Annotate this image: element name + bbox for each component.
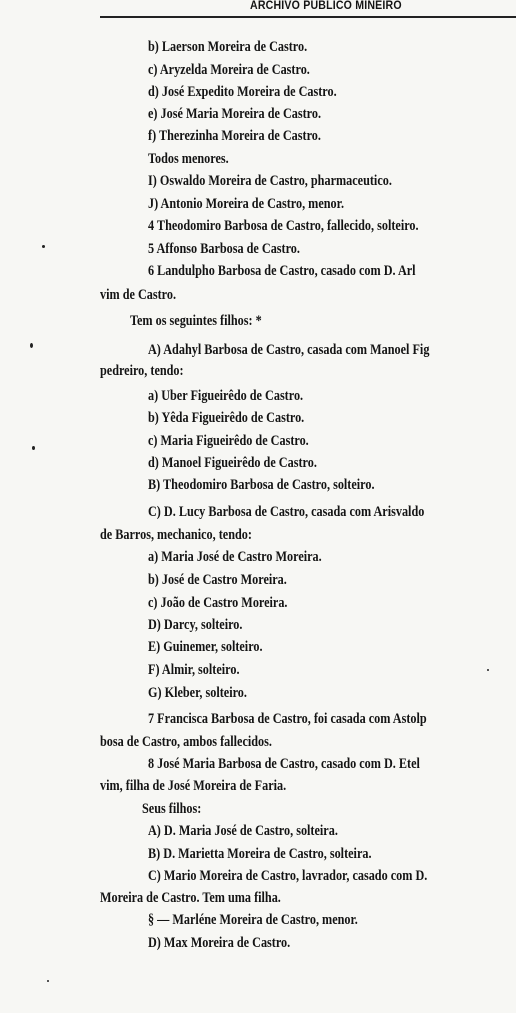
speck [30,343,33,348]
text-line: b) Yêda Figueirêdo de Castro. [148,410,305,426]
text-line: d) Manoel Figueirêdo de Castro. [148,455,317,471]
text-line: e) José Maria Moreira de Castro. [148,106,322,122]
text-line: B) D. Marietta Moreira de Castro, solteira. [148,846,372,862]
speck [42,245,45,248]
text-line: 4 Theodomiro Barbosa de Castro, fallecido, solteiro. [148,218,419,234]
text-line: c) Maria Figueirêdo de Castro. [148,433,309,449]
speck [487,669,489,671]
text-line: c) João de Castro Moreira. [148,595,288,611]
text-line: A) D. Maria José de Castro, solteira. [148,823,338,839]
text-line: c) Aryzelda Moreira de Castro. [148,62,310,78]
text-line: I) Oswaldo Moreira de Castro, pharmaceutico. [148,173,392,189]
text-line: Tem os seguintes filhos: * [130,313,262,329]
text-line: vim de Castro. [100,287,177,303]
text-line: B) Theodomiro Barbosa de Castro, solteiro. [148,477,375,493]
text-line: bosa de Castro, ambos fallecidos. [100,734,272,750]
text-line: Seus filhos: [142,801,202,817]
text-line: f) Therezinha Moreira de Castro. [148,128,321,144]
text-line: C) D. Lucy Barbosa de Castro, casada com Arisvaldo [148,504,425,520]
text-line: E) Guinemer, solteiro. [148,639,263,655]
text-line: de Barros, mechanico, tendo: [100,527,252,543]
text-line: A) Adahyl Barbosa de Castro, casada com Manoel Fig [148,342,430,358]
text-line: a) Uber Figueirêdo de Castro. [148,388,304,404]
text-line: D) Max Moreira de Castro. [148,935,291,951]
text-line: 6 Landulpho Barbosa de Castro, casado com D. Arl [148,263,416,279]
text-line: G) Kleber, solteiro. [148,685,247,701]
text-line: J) Antonio Moreira de Castro, menor. [148,196,344,212]
text-line: C) Mario Moreira de Castro, lavrador, casado com D. [148,868,428,884]
text-line: pedreiro, tendo: [100,363,184,379]
text-line: Todos menores. [148,151,229,167]
text-line: § — Marléne Moreira de Castro, menor. [148,912,358,928]
text-line: 8 José Maria Barbosa de Castro, casado com D. Etel [148,756,420,772]
running-title: ARCHIVO PUBLICO MINEIRO [250,0,402,12]
text-line: Moreira de Castro. Tem uma filha. [100,890,281,906]
text-line: F) Almir, solteiro. [148,662,240,678]
text-line: b) José de Castro Moreira. [148,572,287,588]
text-line: 7 Francisca Barbosa de Castro, foi casada com Astolp [148,711,427,727]
text-line: 5 Affonso Barbosa de Castro. [148,241,300,257]
text-line: D) Darcy, solteiro. [148,617,243,633]
text-line: b) Laerson Moreira de Castro. [148,39,308,55]
text-line: vim, filha de José Moreira de Faria. [100,778,287,794]
speck [32,446,35,450]
speck [47,980,49,982]
text-line: a) Maria José de Castro Moreira. [148,549,322,565]
text-line: d) José Expedito Moreira de Castro. [148,84,337,100]
